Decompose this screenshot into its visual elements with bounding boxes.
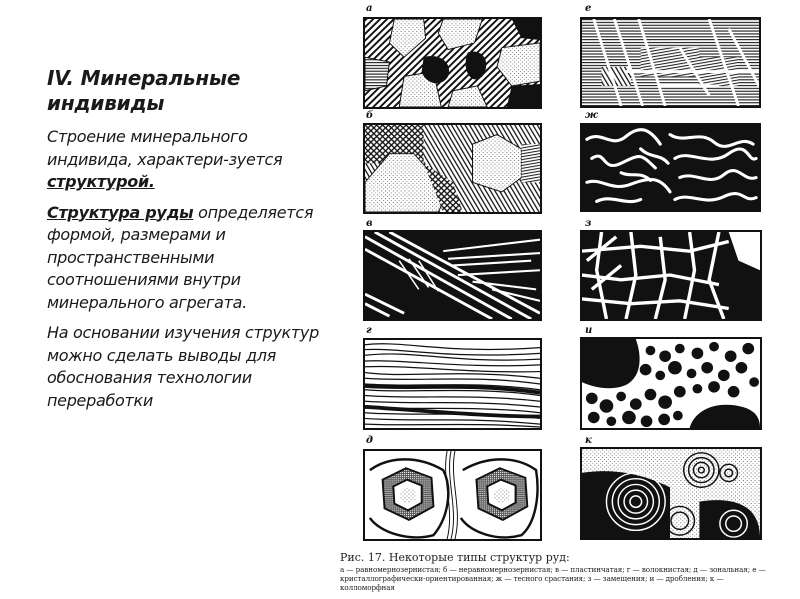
uniform-granular-texture <box>365 19 540 107</box>
colloform-texture <box>582 449 760 538</box>
figure-caption <box>340 551 780 592</box>
panel-lamellar <box>363 230 542 321</box>
panel-uniform-granular <box>363 17 542 109</box>
crushing-texture <box>582 339 760 428</box>
paragraph-structure-definition <box>47 126 337 194</box>
panel-label-k: к <box>585 435 592 446</box>
panel-nonuniform-granular <box>363 123 542 214</box>
lamellar-texture <box>365 232 540 319</box>
zonal-texture <box>365 451 540 539</box>
panel-zonal <box>363 449 542 541</box>
panel-replacement <box>580 230 762 321</box>
panel-crushing <box>580 337 762 430</box>
panel-label-zh: ж <box>585 110 599 121</box>
replacement-texture <box>582 232 760 319</box>
emphasis-text: Структура руды <box>47 202 194 222</box>
panel-label-i: и <box>585 325 593 336</box>
panel-label-v: в <box>366 218 373 229</box>
emphasis-text: структурой. <box>47 172 155 191</box>
panel-label-e: е <box>585 3 592 14</box>
intergrowth-texture <box>582 125 759 210</box>
paragraph-text: Строение минерального индивида, характери-зуется <box>47 127 283 169</box>
paragraph-ore-structure <box>47 202 337 315</box>
paragraph-text: На основании изучения структур можно сделать выводы для обоснования технологии переработки <box>47 323 319 410</box>
paragraph-text: определяется формой, размерами и пространственными соотношениями внутри минерального агрегата. <box>47 202 314 312</box>
paragraph-conclusions <box>47 322 337 412</box>
panel-fibrous <box>363 338 542 430</box>
panel-colloform <box>580 447 762 540</box>
fibrous-texture <box>365 340 540 428</box>
panel-label-z: з <box>585 218 592 229</box>
slide-title: IV. Минеральные индивиды <box>47 66 241 115</box>
panel-intergrowth <box>580 123 761 212</box>
slide-text <box>47 66 337 420</box>
panel-label-a: а <box>366 3 373 14</box>
panel-label-g: г <box>366 325 372 336</box>
caption-title: Рис. 17. Некоторые типы структур руд: <box>340 551 570 564</box>
caption-legend: а — равномернозернистая; б — неравномернозернистая; в — пластинчатая; г — волокнистая; д — зональная; е — кристаллографически-ориентированная; ж — тесного срастания; з — замещения; и — дробления; к — колломорфная <box>340 565 766 592</box>
panel-label-b: б <box>366 110 374 121</box>
panel-label-d: д <box>366 435 373 446</box>
oriented-texture <box>582 19 759 106</box>
nonuniform-granular-texture <box>365 125 540 212</box>
panel-crystallographically-oriented <box>580 17 761 108</box>
